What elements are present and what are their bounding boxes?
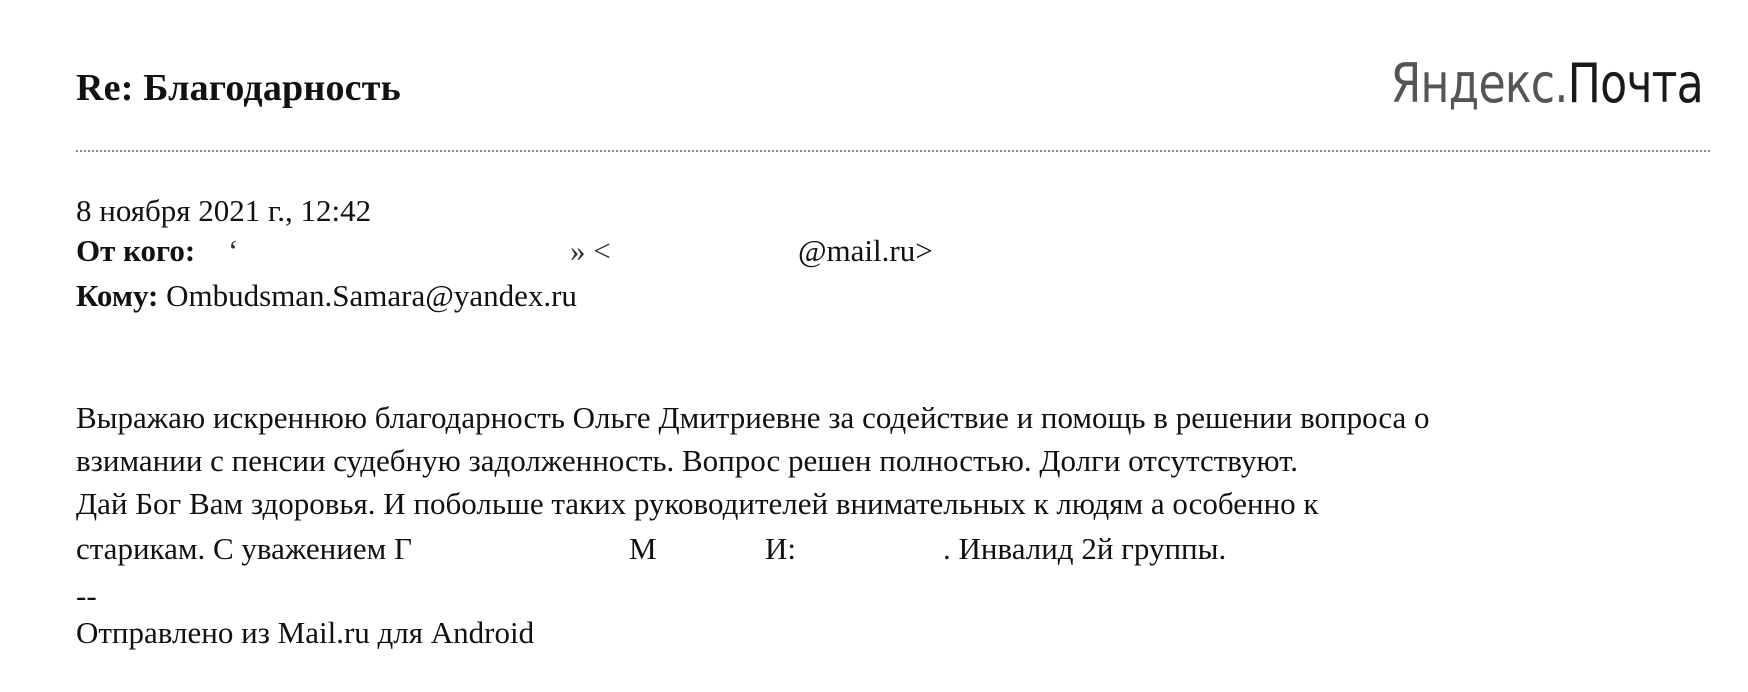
to-label: Кому: <box>76 278 159 313</box>
from-row <box>76 233 195 269</box>
body-line-2: взимании с пенсии судебную задолженность. Вопрос решен полностью. Долги отсутствуют. <box>76 443 1299 478</box>
logo-dot: . <box>1554 52 1568 115</box>
body-line-3: Дай Бог Вам здоровья. И побольше таких руководителей внимательных к людям а особенно к <box>76 486 1319 521</box>
body-line-4-initial-m: М <box>629 531 657 566</box>
from-label: От кого: <box>76 233 196 268</box>
body-line-4-start: старикам. С уважением Г <box>76 531 412 566</box>
to-address: Ombudsman.Samara@yandex.ru <box>166 278 577 313</box>
from-address: @mail.ru> <box>798 233 933 268</box>
from-name-fragment: ʻ <box>228 233 239 268</box>
header-divider <box>76 150 1710 152</box>
body-line-4-initial-i: И: <box>765 531 796 566</box>
signature-separator: -- <box>76 578 97 613</box>
logo-part-pochta: Почта <box>1567 52 1703 115</box>
signature-line: Отправлено из Mail.ru для Android <box>76 615 535 650</box>
from-bracket-fragment: » < <box>570 233 611 268</box>
email-subject: Re: Благодарность <box>76 67 401 109</box>
body-line-4-end: . Инвалид 2й группы. <box>943 531 1227 566</box>
email-date: 8 ноября 2021 г., 12:42 <box>76 193 372 228</box>
to-row <box>76 278 577 314</box>
body-line-1: Выражаю искреннюю благодарность Ольге Дмитриевне за содействие и помощь в решении вопроса о <box>76 400 1430 435</box>
logo-part-yandex: Яндекс <box>1390 52 1555 115</box>
yandex-mail-logo <box>1391 52 1703 115</box>
